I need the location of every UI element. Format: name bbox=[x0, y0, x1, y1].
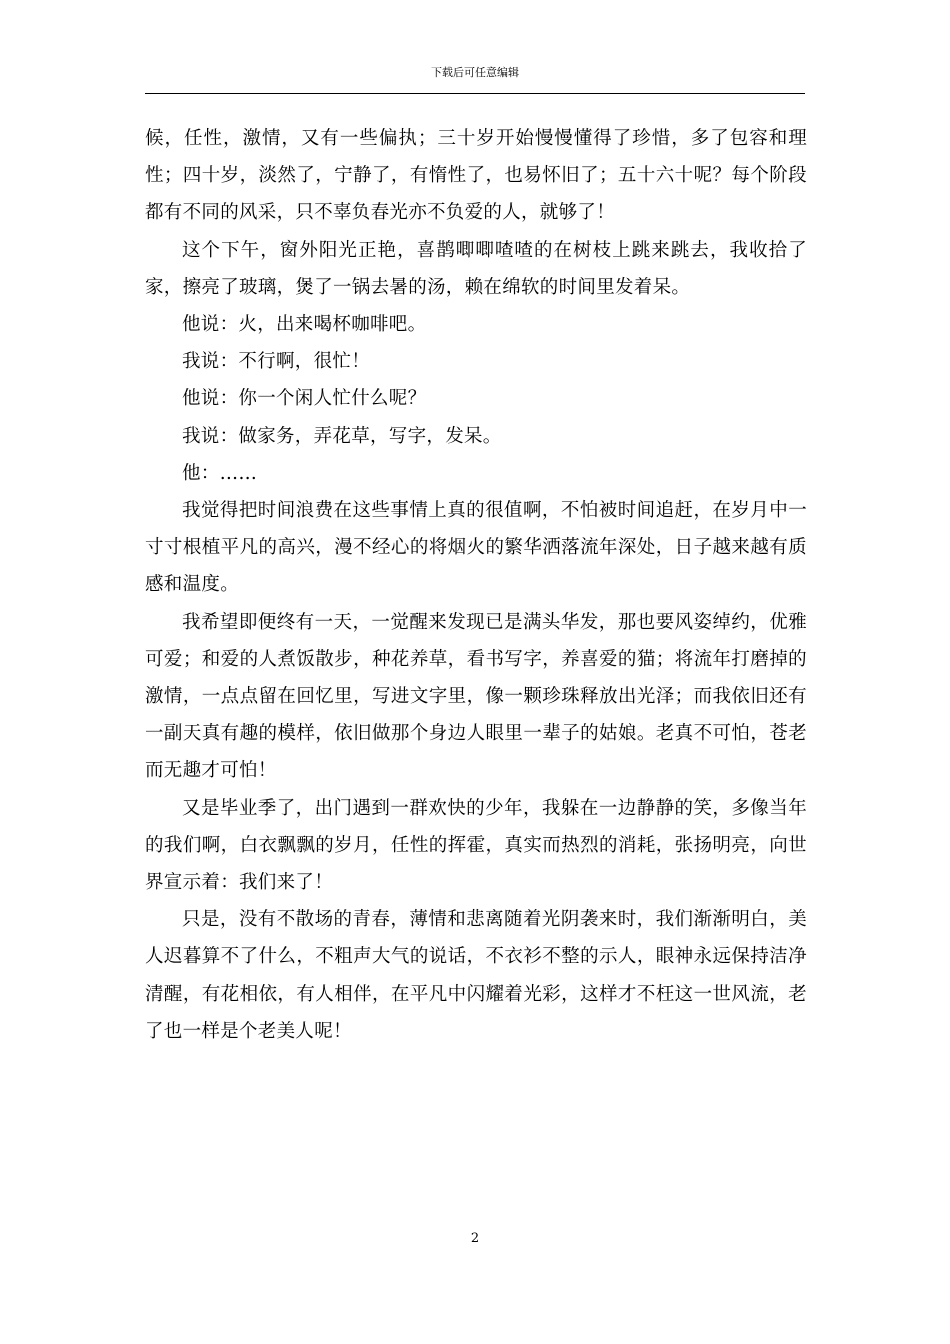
dialogue-line: 他说：火，出来喝杯咖啡吧。 bbox=[182, 314, 427, 336]
paragraph: 我觉得把时间浪费在这些事情上真的很值啊，不怕被时间追赶，在岁月中一寸寸根植平凡的高兴，漫不经心的将烟火的繁华洒落流年深处，日子越来越有质感和温度。 bbox=[145, 500, 807, 596]
paragraph: 只是，没有不散场的青春，薄情和悲离随着光阴袭来时，我们渐渐明白，美人迟暮算不了什么，不粗声大气的说话，不衣衫不整的示人，眼神永远保持洁净清醒，有花相依，有人相伴，在平凡中闪耀着光彩，这样才不枉这一世风流，老了也一样是个老美人呢！ bbox=[145, 909, 807, 1042]
paragraph: 又是毕业季了，出门遇到一群欢快的少年，我躲在一边静静的笑，多像当年的我们啊，白衣飘飘的岁月，任性的挥霍，真实而热烈的消耗，张扬明亮，向世界宣示着：我们来了！ bbox=[145, 797, 807, 894]
dialogue-line: 他：…… bbox=[182, 462, 258, 484]
dialogue-line: 他说：你一个闲人忙什么呢？ bbox=[182, 388, 427, 410]
paragraph: 这个下午，窗外阳光正艳，喜鹊唧唧喳喳的在树枝上跳来跳去，我收拾了家，擦亮了玻璃，煲了一锅去暑的汤，赖在绵软的时间里发着呆。 bbox=[145, 239, 807, 298]
page-number: 2 bbox=[470, 1231, 480, 1246]
article-body bbox=[145, 120, 807, 1050]
paragraph: 候，任性，激情，又有一些偏执；三十岁开始慢慢懂得了珍惜，多了包容和理性；四十岁，淡然了，宁静了，有惰性了，也易怀旧了；五十六十呢？每个阶段都有不同的风采，只不辜负春光亦不负爱的人，就够了！ bbox=[145, 128, 807, 224]
dialogue-line: 我说：做家务，弄花草，写字，发呆。 bbox=[182, 425, 502, 447]
paragraph: 我希望即便终有一天，一觉醒来发现已是满头华发，那也要风姿绰约，优雅可爱；和爱的人煮饭散步，种花养草，看书写字，养喜爱的猫；将流年打磨掉的激情，一点点留在回忆里，写进文字里，像一颗珍珠释放出光泽；而我依旧还有一副天真有趣的模样，依旧做那个身边人眼里一辈子的姑娘。老真不可怕，苍老而无趣才可怕！ bbox=[145, 611, 807, 782]
header-text: 下载后可任意编辑 bbox=[431, 66, 519, 79]
page-header bbox=[145, 0, 805, 94]
dialogue-line: 我说：不行啊，很忙！ bbox=[182, 351, 371, 373]
